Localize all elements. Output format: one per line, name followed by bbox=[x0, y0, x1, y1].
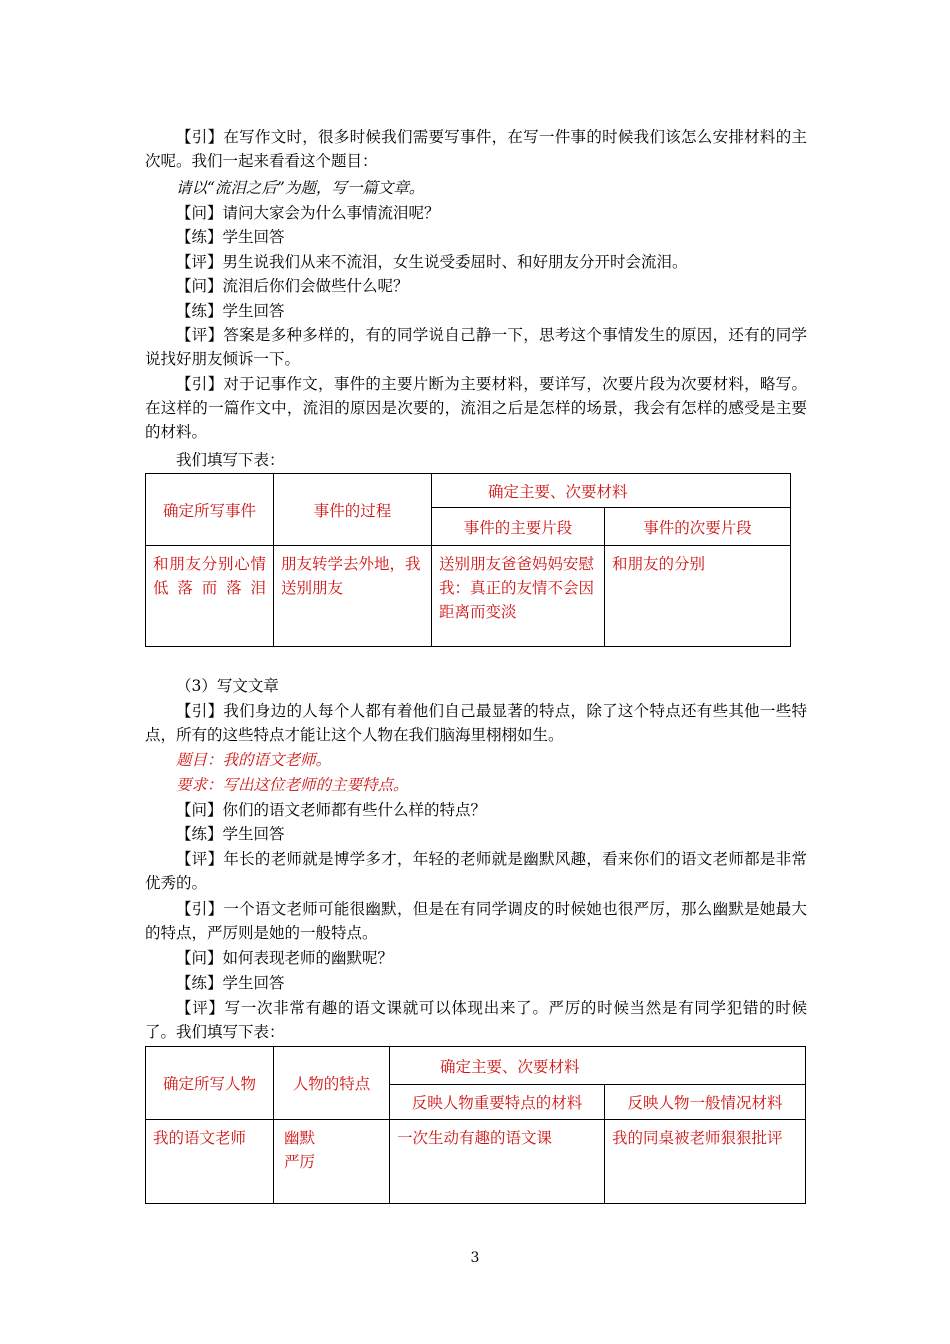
header-person: 确定所写人物 bbox=[146, 1047, 274, 1120]
trait-humor: 幽默 bbox=[284, 1129, 316, 1147]
essay-title: 题目：我的语文老师。 bbox=[176, 751, 332, 769]
paragraph-practice: 【练】学生回答 bbox=[176, 228, 285, 246]
cell-minor: 我的同桌被老师狠狠批评 bbox=[605, 1120, 806, 1204]
cell-minor: 和朋友的分别 bbox=[605, 546, 791, 647]
header-materials: 确定主要、次要材料 bbox=[390, 1047, 806, 1085]
cell-process: 朋友转学去外地，我送别朋友 bbox=[274, 546, 432, 647]
paragraph-question: 【问】流泪后你们会做些什么呢？ bbox=[176, 277, 409, 295]
header-main: 反映人物重要特点的材料 bbox=[390, 1085, 605, 1120]
header-process: 事件的过程 bbox=[274, 474, 432, 546]
paragraph-table-lead: 我们填写下表： bbox=[176, 451, 285, 469]
paragraph-intro: 【引】我们身边的人每个人都有着他们自己最显著的特点，除了这个特点还有些其他一些特点，所有的这些特点才能让这个人物在我们脑海里栩栩如生。 bbox=[145, 702, 807, 744]
cell-traits bbox=[274, 1120, 390, 1204]
paragraph-comment: 【评】答案是多种多样的，有的同学说自己静一下，思考这个事情发生的原因，还有的同学说找好朋友倾诉一下。 bbox=[145, 326, 807, 368]
essay-prompt: 请以“流泪之后”为题，写一篇文章。 bbox=[176, 179, 425, 197]
event-materials-table bbox=[145, 473, 791, 647]
paragraph-comment: 【评】写一次非常有趣的语文课就可以体现出来了。严厉的时候当然是有同学犯错的时候了。我们填写下表： bbox=[145, 999, 807, 1041]
trait-strict: 严厉 bbox=[284, 1153, 316, 1171]
cell-person: 我的语文老师 bbox=[146, 1120, 274, 1204]
header-minor: 反映人物一般情况材料 bbox=[605, 1085, 806, 1120]
header-materials: 确定主要、次要材料 bbox=[432, 474, 791, 508]
person-materials-table bbox=[145, 1046, 806, 1204]
cell-main: 一次生动有趣的语文课 bbox=[390, 1120, 605, 1204]
paragraph-intro: 【引】一个语文老师可能很幽默，但是在有同学调皮的时候她也很严厉，那么幽默是她最大的特点，严厉则是她的一般特点。 bbox=[145, 900, 807, 942]
paragraph-comment: 【评】男生说我们从来不流泪，女生说受委屈时、和好朋友分开时会流泪。 bbox=[176, 253, 688, 271]
essay-requirement: 要求：写出这位老师的主要特点。 bbox=[176, 776, 409, 794]
paragraph-intro: 【引】在写作文时，很多时候我们需要写事件，在写一件事的时候我们该怎么安排材料的主次呢。我们一起来看看这个题目： bbox=[145, 128, 807, 170]
paragraph-question: 【问】你们的语文老师都有些什么样的特点？ bbox=[176, 801, 487, 819]
paragraph-comment: 【评】年长的老师就是博学多才，年轻的老师就是幽默风趣，看来你们的语文老师都是非常优秀的。 bbox=[145, 850, 807, 892]
paragraph-practice: 【练】学生回答 bbox=[176, 302, 285, 320]
cell-main: 送别朋友爸爸妈妈安慰我：真正的友情不会因距离而变淡 bbox=[432, 546, 605, 647]
header-main: 事件的主要片段 bbox=[432, 508, 605, 546]
paragraph-question: 【问】请问大家会为什么事情流泪呢？ bbox=[176, 204, 440, 222]
section-heading: （3）写文文章 bbox=[176, 677, 279, 695]
paragraph-practice: 【练】学生回答 bbox=[176, 825, 285, 843]
paragraph-intro: 【引】对于记事作文，事件的主要片断为主要材料，要详写，次要片段为次要材料，略写。在这样的一篇作文中，流泪的原因是次要的，流泪之后是怎样的场景，我会有怎样的感受是主要的材料。 bbox=[145, 375, 807, 441]
header-event: 确定所写事件 bbox=[146, 474, 274, 546]
paragraph-practice: 【练】学生回答 bbox=[176, 974, 285, 992]
header-traits: 人物的特点 bbox=[274, 1047, 390, 1120]
header-minor: 事件的次要片段 bbox=[605, 508, 791, 546]
cell-event: 和朋友分别心情低落而落泪 bbox=[146, 546, 274, 647]
page-number: 3 bbox=[470, 1250, 480, 1266]
paragraph-question: 【问】如何表现老师的幽默呢？ bbox=[176, 949, 394, 967]
